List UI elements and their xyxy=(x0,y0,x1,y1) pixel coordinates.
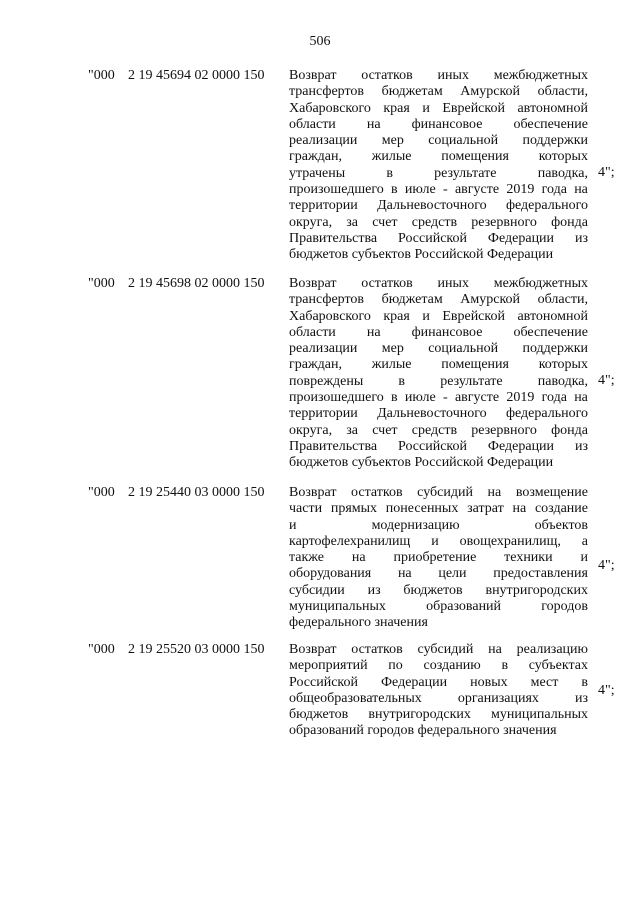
description-line: части прямых понесенных затрат на создание xyxy=(289,501,588,517)
description-line: Возврат остатков иных межбюджетных xyxy=(289,276,588,291)
description-line: округа, за счет средств резервного фонда xyxy=(289,422,588,438)
description-line: мероприятий по созданию в субъектах xyxy=(289,658,588,674)
description-line: граждан, жилые помещения которых xyxy=(289,149,588,165)
row-value: 4"; xyxy=(598,165,615,180)
description-line: и модернизацию объектов xyxy=(289,517,588,533)
row-description xyxy=(289,485,588,632)
description-line: реализации мер социальной поддержки xyxy=(289,133,588,149)
description-line: картофелехранилищ и овощехранилищ, а xyxy=(289,533,588,549)
description-line: Хабаровского края и Еврейской автономной xyxy=(289,100,588,116)
description-line: трансфертов бюджетам Амурской области, xyxy=(289,292,588,308)
page-number: 506 xyxy=(309,34,331,49)
row-prefix: "000 xyxy=(88,68,115,83)
description-line: произошедшего в июле - августе 2019 года на xyxy=(289,390,588,406)
description-line: территории Дальневосточного федерального xyxy=(289,406,588,422)
description-line: области на финансовое обеспечение xyxy=(289,116,588,132)
row-value: 4"; xyxy=(598,373,615,388)
row-description xyxy=(289,68,588,264)
description-line: граждан, жилые помещения которых xyxy=(289,357,588,373)
description-line: произошедшего в июле - августе 2019 года на xyxy=(289,182,588,198)
description-line: трансфертов бюджетам Амурской области, xyxy=(289,84,588,100)
description-line: бюджетов внутригородских муниципальных xyxy=(289,707,588,723)
description-line: бюджетов субъектов Российской Федерации xyxy=(289,247,554,263)
description-line: муниципальных образований городов xyxy=(289,599,588,615)
description-line: федерального значения xyxy=(289,615,428,631)
classification-code: 2 19 45698 02 0000 150 xyxy=(128,276,265,291)
row-description xyxy=(289,642,588,740)
row-prefix: "000 xyxy=(88,485,115,500)
description-line: Возврат остатков субсидий на реализацию xyxy=(289,642,588,657)
classification-code: 2 19 25440 03 0000 150 xyxy=(128,485,265,500)
description-line: оборудования на цели предоставления xyxy=(289,566,588,582)
description-line: также на приобретение техники и xyxy=(289,550,588,566)
description-line: Хабаровского края и Еврейской автономной xyxy=(289,308,588,324)
description-line: Правительства Российской Федерации из xyxy=(289,230,588,246)
description-line: субсидии из бюджетов внутригородских xyxy=(289,582,588,598)
description-line: бюджетов субъектов Российской Федерации xyxy=(289,455,554,471)
classification-code: 2 19 25520 03 0000 150 xyxy=(128,642,265,657)
row-prefix: "000 xyxy=(88,642,115,657)
description-line: области на финансовое обеспечение xyxy=(289,324,588,340)
description-line: Возврат остатков субсидий на возмещение xyxy=(289,485,588,500)
description-line: Возврат остатков иных межбюджетных xyxy=(289,68,588,83)
description-line: общеобразовательных организациях из xyxy=(289,690,588,706)
row-value: 4"; xyxy=(598,683,615,698)
description-line: реализации мер социальной поддержки xyxy=(289,341,588,357)
description-line: Правительства Российской Федерации из xyxy=(289,438,588,454)
description-line: территории Дальневосточного федерального xyxy=(289,198,588,214)
description-line: Российской Федерации новых мест в xyxy=(289,674,588,690)
description-line: повреждены в результате паводка, xyxy=(289,373,588,389)
row-description xyxy=(289,276,588,472)
description-line: округа, за счет средств резервного фонда xyxy=(289,214,588,230)
description-line: образований городов федерального значения xyxy=(289,723,557,739)
row-value: 4"; xyxy=(598,558,615,573)
row-prefix: "000 xyxy=(88,276,115,291)
classification-code: 2 19 45694 02 0000 150 xyxy=(128,68,265,83)
description-line: утрачены в результате паводка, xyxy=(289,165,588,181)
